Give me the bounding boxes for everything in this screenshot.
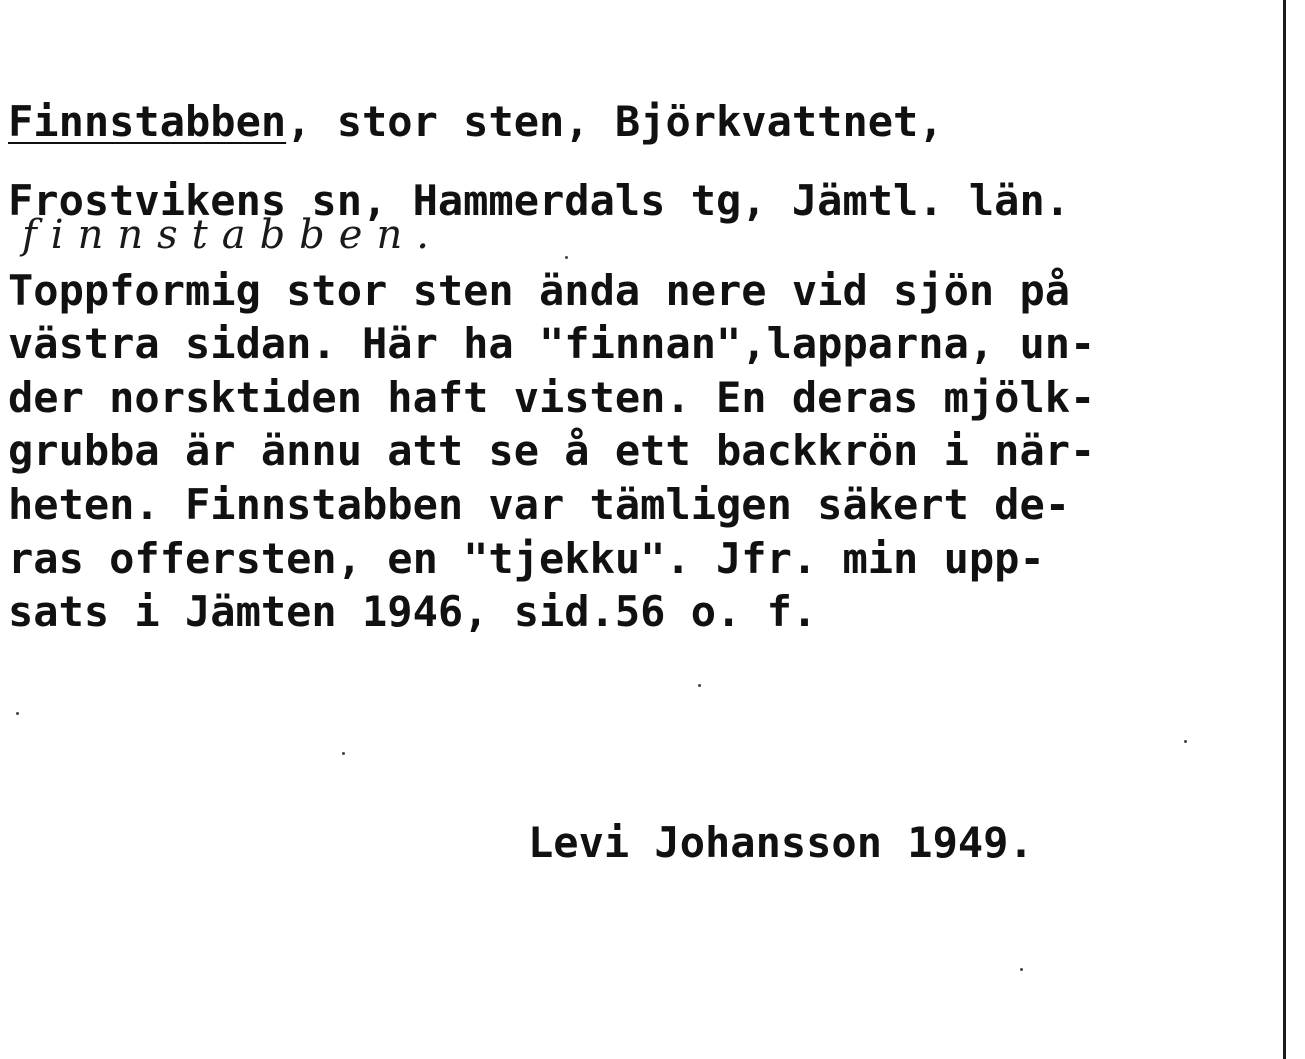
scan-speck xyxy=(1184,740,1187,743)
body-line-7: sats i Jämten 1946, sid.56 o. f. xyxy=(8,587,818,636)
scan-speck xyxy=(342,752,345,755)
scan-speck xyxy=(1020,968,1023,971)
body-line-6: ras offersten, en "tjekku". Jfr. min upp- xyxy=(8,534,1045,583)
body-line-4: grubba är ännu att se å ett backkrön i när- xyxy=(8,426,1096,475)
body-line-3: der norsktiden haft visten. En deras mjölk- xyxy=(8,373,1096,422)
body-line-1: Toppformig stor sten ända nere vid sjön på xyxy=(8,266,1071,315)
body-line-5: heten. Finnstabben var tämligen säkert de- xyxy=(8,480,1071,529)
signature-line: Levi Johansson 1949. xyxy=(528,818,1034,867)
handwritten-pronunciation: finnstabben. xyxy=(22,212,443,258)
card-line-1 xyxy=(8,97,944,147)
card-line-2: Frostvikens sn, Hammerdals tg, Jämtl. län. xyxy=(8,176,1071,225)
card-right-edge xyxy=(1283,0,1286,1059)
scan-speck xyxy=(565,256,568,259)
body-line-2: västra sidan. Här ha "finnan",lapparna, un- xyxy=(8,319,1096,368)
headword: Finnstabben xyxy=(8,97,287,146)
scan-speck xyxy=(16,712,19,715)
scan-speck xyxy=(698,684,701,687)
headword-description: , stor sten, Björkvattnet, xyxy=(286,97,944,146)
